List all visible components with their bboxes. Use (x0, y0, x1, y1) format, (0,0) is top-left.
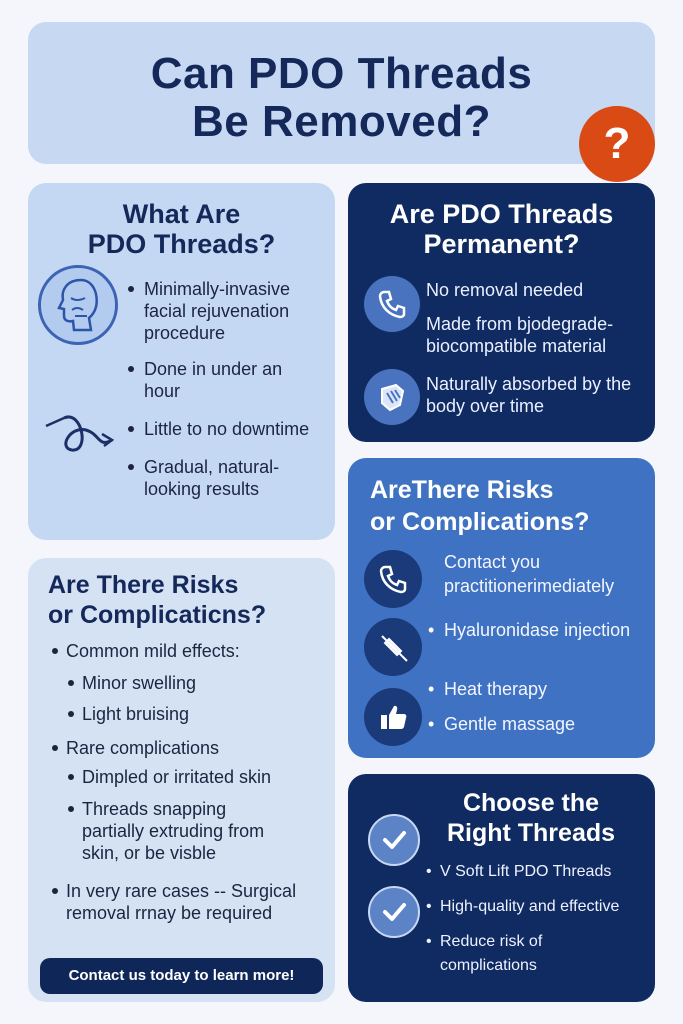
list-item: Light bruising (82, 703, 322, 725)
choose-item: • High-quality and effective (440, 895, 654, 919)
risks-complications-title-line-1: Are There Risks (48, 571, 239, 599)
shield-icon (364, 369, 420, 425)
permanent-title (348, 199, 655, 259)
risks-treatment-item: • Heat therapy (444, 677, 650, 701)
list-item: Minor swelling (82, 672, 322, 694)
list-item: Threads snapping partially extruding from skin, or be visble (82, 798, 282, 864)
list-item: Rare complications (66, 737, 326, 759)
list-item: Minimally-invasive facial rejuvenation procedure (126, 278, 322, 344)
contact-cta-button[interactable]: Contact us today to learn more! (40, 958, 323, 994)
syringe-icon (364, 618, 422, 676)
risks-treatment-item: • Gentle massage (444, 712, 650, 736)
choose-item: • Reduce risk of complications (440, 930, 610, 978)
risks-treatment-item: Contact you practitionerimediately (444, 552, 615, 596)
title-line-1: Can PDO Threads (150, 49, 533, 98)
permanent-title-line-1: Are PDO Threads (389, 199, 614, 229)
what-title (28, 199, 335, 259)
risks-complications-title-line-2: or Complicaticns? (48, 601, 267, 629)
risks-treatment-item: • Hyaluronidase injection (444, 618, 650, 642)
list-item: Common mild effects: (66, 640, 326, 662)
page-title (28, 50, 655, 146)
permanent-item: Naturally absorbed by the body over time (426, 374, 632, 416)
checkmark-icon (368, 814, 420, 866)
risks-treatment-title (370, 474, 655, 538)
list-item: Dimpled or irritated skin (82, 766, 322, 788)
phone-icon (364, 276, 420, 332)
question-mark-icon: ? (579, 106, 655, 182)
risks-complications-title (48, 570, 266, 630)
thumbs-up-icon (364, 688, 422, 746)
checkmark-icon (368, 886, 420, 938)
risks-complications-card (28, 558, 335, 1002)
risks-treatment-title-line-2: or Complications? (370, 508, 590, 536)
choose-threads-card (348, 774, 655, 1002)
what-title-line-2: PDO Threads? (87, 229, 276, 259)
permanent-item: Made from bjodegrade-biocompatible material (426, 314, 614, 356)
risks-treatment-card (348, 458, 655, 758)
list-item: Little to no downtime (126, 418, 322, 440)
permanent-title-line-2: Permanent? (423, 229, 580, 259)
what-title-line-1: What Are (122, 199, 241, 229)
needle-thread-icon (42, 412, 116, 461)
what-list (126, 278, 322, 500)
choose-title-line-2: Right Threads (446, 819, 616, 847)
phone-icon (364, 550, 422, 608)
choose-item: • V Soft Lift PDO Threads (440, 860, 650, 884)
risks-treatment-title-line-1: AreThere Risks (370, 476, 554, 504)
face-profile-icon (38, 265, 118, 345)
title-line-2: Be Removed? (192, 97, 491, 146)
header-banner (28, 22, 655, 168)
list-item: Done in under an hour (126, 358, 322, 402)
permanent-card (348, 183, 655, 442)
choose-title (426, 788, 636, 848)
choose-title-line-1: Choose the (462, 789, 600, 817)
list-item: In very rare cases -- Surgical removal rrnay be required (66, 880, 316, 924)
permanent-item: No removal needed (426, 280, 584, 300)
list-item: Gradual, natural-looking results (126, 456, 322, 500)
